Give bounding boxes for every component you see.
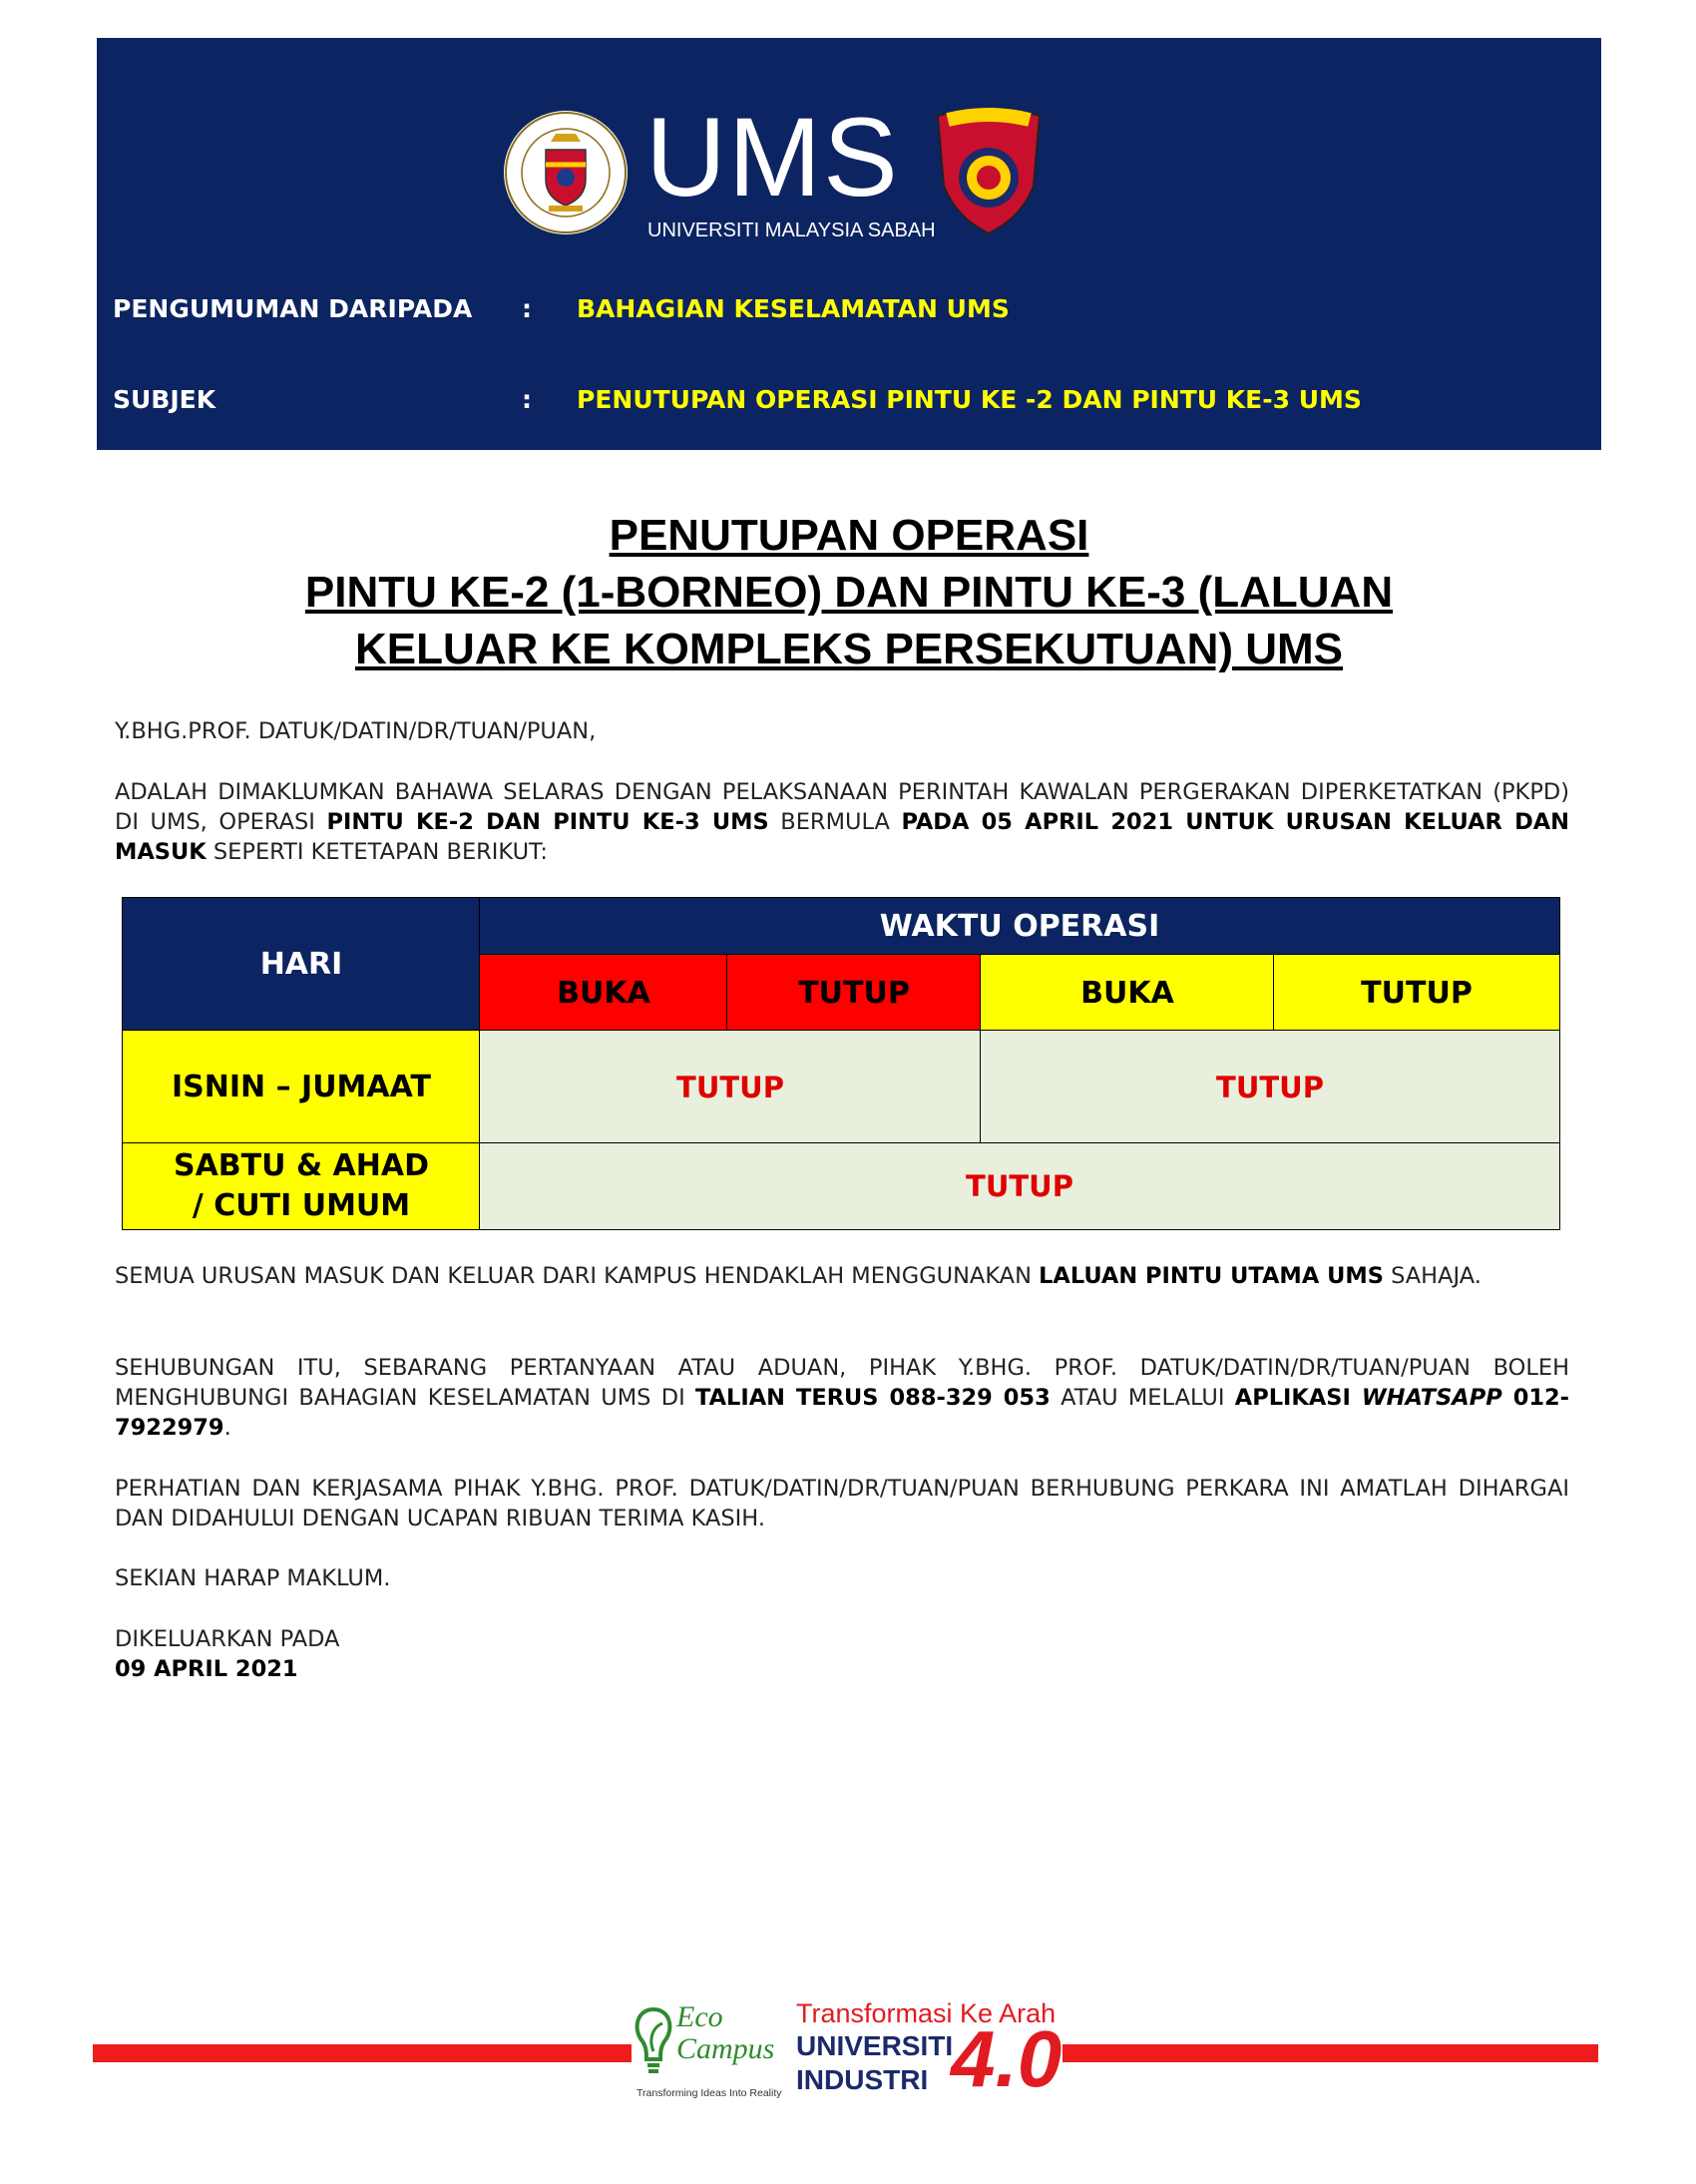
auxiliary-police-badge-icon [930,106,1048,237]
weekend-label [122,1142,481,1230]
intro-text-2: BERMULA [768,809,902,835]
from-value: BAHAGIAN KESELAMATAN UMS [577,294,1010,323]
greeting: Y.BHG.PROF. DATUK/DATIN/DR/TUAN/PUAN, [115,718,597,744]
weekday-gate3-status: TUTUP [980,1030,1560,1144]
weekend-label-line-2: / CUTI UMUM [192,1188,411,1223]
university-crest-icon [501,108,631,237]
gate3-buka-header: BUKA [980,954,1275,1032]
eco-line-1: Eco [676,2000,723,2033]
weekend-status: TUTUP [479,1142,1560,1230]
p1-text-1: SEMUA URUSAN MASUK DAN KELUAR DARI KAMPUS HENDAKLAH MENGGUNAKAN [115,1263,1040,1289]
footer-red-line-left [93,2044,632,2062]
eco-campus-wordmark [676,2001,774,2065]
main-gate-paragraph [115,1261,1569,1291]
subject-colon: : [522,385,532,414]
universiti-industri-wordmark [796,2029,953,2097]
thanks-paragraph: PERHATIAN DAN KERJASAMA PIHAK Y.BHG. PROF. DATUK/DATIN/DR/TUAN/PUAN BERHUBUNG PERKARA INI AMATLAH DIHARGAI DAN DIDAHULUI DENGAN UCAPAN RIBUAN TERIMA KASIH. [115,1476,1569,1531]
gate2-tutup-header: TUTUP [726,954,982,1032]
gate2-buka-header: BUKA [479,954,728,1032]
from-colon: : [522,294,532,323]
p2-whatsapp: WHATSAPP [1361,1385,1502,1411]
weekday-gate2-status: TUTUP [479,1030,982,1144]
contact-paragraph [115,1353,1569,1443]
issued-label: DIKELUARKAN PADA [115,1626,340,1652]
ums-logo-text: UMS [645,95,900,219]
hari-header: HARI [122,897,481,1032]
eco-line-2: Campus [676,2032,775,2065]
from-label: PENGUMUMAN DARIPADA [113,294,473,323]
version-4-0: 4.0 [951,2014,1062,2103]
subject-value: PENUTUPAN OPERASI PINTU KE -2 DAN PINTU KE-3 UMS [577,385,1362,414]
title-line-3: KELUAR KE KOMPLEKS PERSEKUTUAN) UMS [354,625,1344,673]
ums-wordmark [645,95,936,247]
weekend-label-line-1: SABTU & AHAD [173,1148,429,1183]
eco-tagline: Transforming Ideas Into Reality [636,2087,782,2099]
operation-schedule-table [122,897,1560,1230]
ums-logo-subtext: UNIVERSITI MALAYSIA SABAH [647,219,936,241]
p2-bold-whatsapp-number: 012-7922979 [115,1385,1570,1441]
issued-block [115,1624,1569,1684]
p2-text-3: . [223,1415,231,1441]
transform-tagline: Transformasi Ke Arah [796,1998,1057,2028]
title-line-2: PINTU KE-2 (1-BORNEO) DAN PINTU KE-3 (LALUAN [304,568,1394,617]
intro-bold-date: PADA 05 APRIL 2021 UNTUK URUSAN KELUAR DAN MASUK [115,809,1569,865]
intro-text-1: ADALAH DIMAKLUMKAN BAHAWA SELARAS DENGAN PELAKSANAAN PERINTAH KAWALAN PERGERAKAN DIPERKETATKAN (PKPD) DI UMS, OPERASI [115,779,1569,835]
lightbulb-leaf-icon [629,2001,678,2085]
p2-text-1: SEHUBUNGAN ITU, SEBARANG PERTANYAAN ATAU ADUAN, PIHAK Y.BHG. PROF. DATUK/DATIN/DR/TUAN/PUAN BOLEH MENGHUBUNGI BAHAGIAN KESELAMATAN UMS DI [115,1355,1569,1411]
p2-bold-phone: TALIAN TERUS 088-329 053 [695,1385,1051,1411]
issued-date: 09 APRIL 2021 [115,1656,298,1682]
intro-paragraph [115,777,1569,867]
p2-text-2: ATAU MELALUI [1050,1385,1235,1411]
logo-row [97,95,1601,287]
announcement-header [97,38,1601,450]
univ-line-2: INDUSTRI [796,2064,929,2095]
weekday-label: ISNIN – JUMAAT [122,1030,481,1144]
footer-red-line-right [1062,2044,1598,2062]
eco-campus-logo [629,1995,788,2105]
closing-line: SEKIAN HARAP MAKLUM. [115,1565,391,1591]
p1-bold-main-gate: LALUAN PINTU UTAMA UMS [1039,1263,1384,1289]
waktu-operasi-header: WAKTU OPERASI [479,897,1560,956]
subject-label: SUBJEK [113,385,216,414]
p2-bold-app: APLIKASI [1234,1385,1362,1411]
intro-text-3: SEPERTI KETETAPAN BERIKUT: [206,839,548,865]
intro-bold-gates: PINTU KE-2 DAN PINTU KE-3 UMS [326,809,769,835]
gate3-tutup-header: TUTUP [1273,954,1560,1032]
document-title [97,507,1601,677]
univ-line-1: UNIVERSITI [796,2030,954,2061]
title-line-1: PENUTUPAN OPERASI [609,511,1089,560]
p1-text-2: SAHAJA. [1383,1263,1482,1289]
